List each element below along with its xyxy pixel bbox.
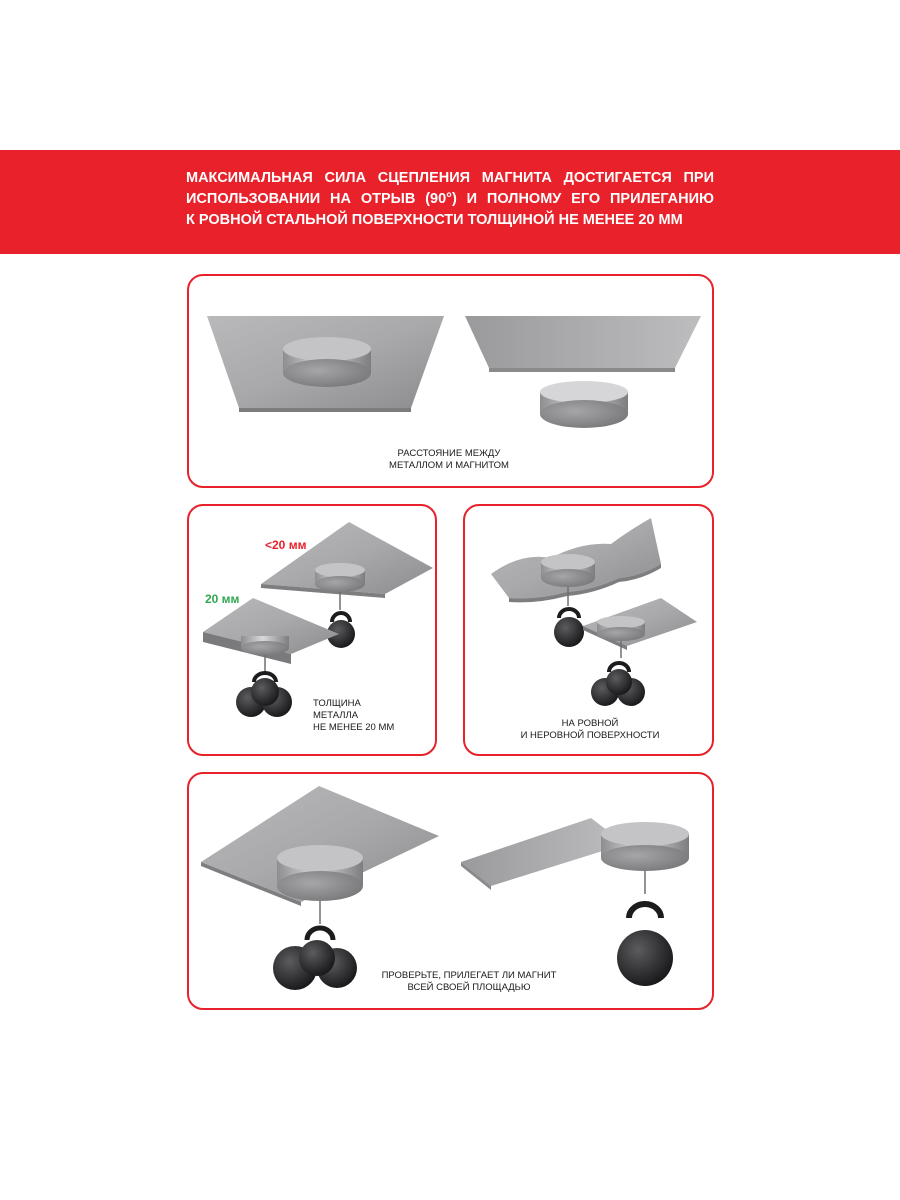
magnet-icon bbox=[283, 337, 371, 387]
thick-metal-label: 20 мм bbox=[205, 592, 240, 606]
panel-distance bbox=[187, 274, 714, 488]
magnet-icon bbox=[241, 636, 289, 655]
contact-caption: ПРОВЕРЬТЕ, ПРИЛЕГАЕТ ЛИ МАГНИТ ВСЕЙ СВОЕЙ ПЛОЩАДЬЮ bbox=[381, 970, 557, 993]
kettlebell-icon bbox=[617, 904, 673, 986]
magnet-icon bbox=[540, 381, 628, 428]
panel-surface bbox=[463, 504, 714, 756]
kettlebell-icon bbox=[327, 613, 355, 648]
banner-line-3: К РОВНОЙ СТАЛЬНОЙ ПОВЕРХНОСТИ ТОЛЩИНОЙ НЕ МЕНЕЕ 20 ММ bbox=[186, 212, 683, 228]
magnet-icon bbox=[315, 563, 365, 592]
distance-caption: РАССТОЯНИЕ МЕЖДУ МЕТАЛЛОМ И МАГНИТОМ bbox=[389, 448, 509, 471]
banner-line-1: МАКСИМАЛЬНАЯ СИЛА СЦЕПЛЕНИЯ МАГНИТА ДОСТИГАЕТСЯ ПРИ bbox=[186, 170, 714, 186]
thickness-caption: ТОЛЩИНА МЕТАЛЛА НЕ МЕНЕЕ 20 ММ bbox=[313, 698, 395, 733]
magnet-icon bbox=[601, 822, 689, 871]
banner-text bbox=[186, 168, 714, 231]
kettlebell-icon bbox=[273, 928, 357, 990]
kettlebell-icon bbox=[591, 663, 645, 706]
thin-metal-label: <20 мм bbox=[265, 538, 307, 552]
panel-thickness bbox=[187, 504, 437, 756]
magnet-icon bbox=[597, 616, 645, 641]
magnet-icon bbox=[541, 554, 595, 587]
steel-plate bbox=[465, 316, 701, 368]
banner-line-2: ИСПОЛЬЗОВАНИИ НА ОТРЫВ (90°) И ПОЛНОМУ ЕГО ПРИЛЕГАНИЮ bbox=[186, 191, 714, 207]
kettlebell-icon bbox=[554, 609, 584, 647]
surface-caption: НА РОВНОЙ И НЕРОВНОЙ ПОВЕРХНОСТИ bbox=[520, 718, 660, 741]
kettlebell-icon bbox=[236, 673, 292, 717]
steel-plate bbox=[461, 818, 625, 886]
panel-contact bbox=[187, 772, 714, 1010]
magnet-icon bbox=[277, 845, 363, 901]
